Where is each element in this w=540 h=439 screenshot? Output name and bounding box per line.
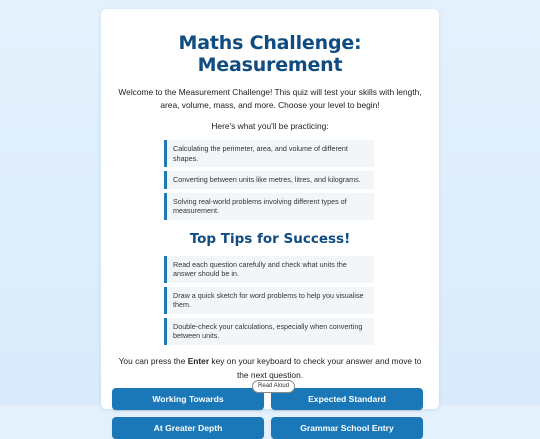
working-towards-button[interactable]: Working Towards (112, 388, 264, 410)
list-item: Calculating the perimeter, area, and volume of different shapes. (164, 140, 374, 167)
practice-list (164, 140, 374, 220)
list-item: Draw a quick sketch for word problems to help you visualise them. (164, 287, 374, 314)
list-item: Double-check your calculations, especially when converting between units. (164, 318, 374, 345)
greater-depth-button[interactable]: At Greater Depth (112, 417, 264, 439)
enter-key-label: Enter (187, 355, 210, 366)
expected-standard-button[interactable]: Expected Standard (271, 388, 423, 410)
page-title: Maths Challenge: Measurement (178, 32, 362, 76)
quiz-card (101, 9, 439, 433)
read-aloud-button[interactable]: Read Aloud (252, 380, 295, 393)
list-item: Solving real-world problems involving different types of measurement. (164, 193, 374, 220)
tips-list (164, 256, 374, 345)
intro-text: Welcome to the Measurement Challenge! This quiz will test your skills with length, area, volume, mass, and more. Choose your level to begin! (118, 87, 422, 110)
list-item: Converting between units like metres, litres, and kilograms. (164, 171, 374, 189)
keyboard-hint (112, 354, 428, 382)
grammar-school-entry-button[interactable]: Grammar School Entry (271, 417, 423, 439)
tips-title: Top Tips for Success! (189, 230, 351, 247)
practice-lead: Here's what you'll be practicing: (211, 121, 329, 131)
list-item: Read each question carefully and check what units the answer should be in. (164, 256, 374, 283)
keyboard-hint-after: key on your keyboard to check your answer and move to the next question. (209, 355, 422, 380)
keyboard-hint-before: You can press the (118, 355, 188, 366)
level-buttons (112, 388, 428, 439)
